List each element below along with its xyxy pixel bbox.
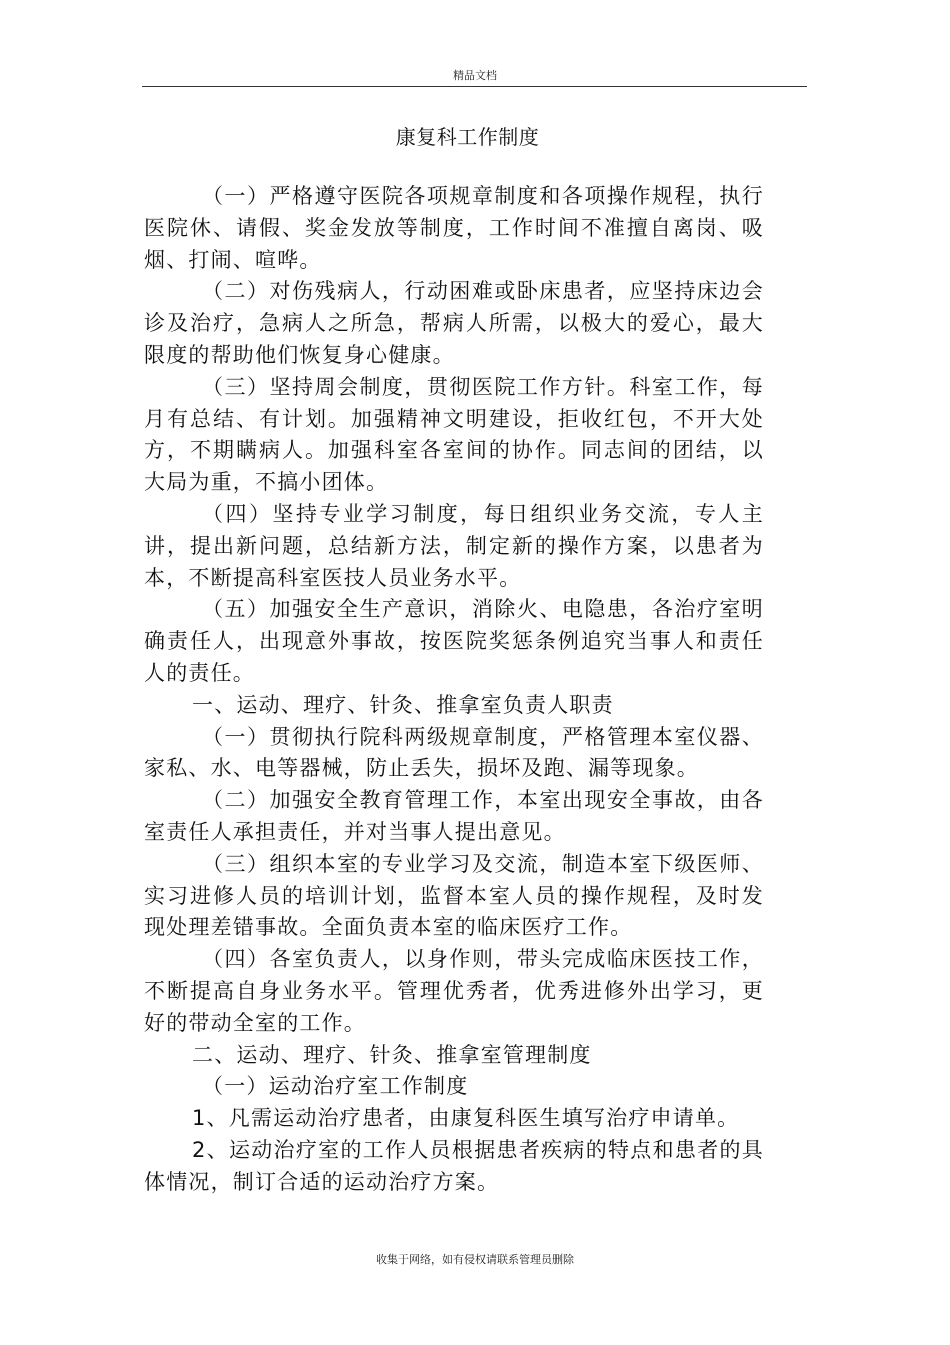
section-heading-2: 二、运动、理疗、针灸、推拿室管理制度: [192, 1042, 592, 1067]
paragraph-8: （三）组织本室的专业学习及交流，制造本室下级医师、实习进修人员的培训计划，监督本室人员的操作规程，及时发现处理差错事故。全面负责本室的临床医疗工作。: [144, 851, 764, 940]
section-heading-1: 一、运动、理疗、针灸、推拿室负责人职责: [192, 692, 614, 717]
subsection-heading: （一）运动治疗室工作制度: [202, 1074, 469, 1099]
list-item-2: 2、运动治疗室的工作人员根据患者疾病的特点和患者的具体情况，制订合适的运动治疗方案。: [144, 1137, 764, 1194]
paragraph-3: （三）坚持周会制度，贯彻医院工作方针。科室工作，每月有总结、有计划。加强精神文明建设，拒收红包，不开大处方，不期瞒病人。加强科室各室间的协作。同志间的团结，以大局为重，不搞小团体。: [144, 374, 764, 495]
document-body: [144, 181, 764, 1199]
page-footer: 收集于网络，如有侵权请联系管理员删除: [376, 1253, 574, 1266]
header-label: 精品文档: [453, 69, 497, 82]
paragraph-5: （五）加强安全生产意识，消除火、电隐患，各治疗室明确责任人，出现意外事故，按医院奖惩条例追究当事人和责任人的责任。: [144, 597, 764, 685]
document-title: 康复科工作制度: [395, 125, 540, 149]
header-divider: [142, 86, 807, 87]
paragraph-4: （四）坚持专业学习制度，每日组织业务交流，专人主讲，提出新问题，总结新方法，制定新的操作方案，以患者为本，不断提高科室医技人员业务水平。: [144, 501, 764, 590]
paragraph-2: （二）对伤残病人，行动困难或卧床患者，应坚持床边会诊及治疗，急病人之所急，帮病人所需，以极大的爱心，最大限度的帮助他们恢复身心健康。: [144, 279, 764, 367]
paragraph-6: （一）贯彻执行院科两级规章制度，严格管理本室仪器、家私、水、电等器械，防止丢失，损坏及跑、漏等现象。: [144, 724, 764, 781]
paragraph-1: （一）严格遵守医院各项规章制度和各项操作规程，执行医院休、请假、奖金发放等制度，工作时间不准擅自离岗、吸烟、打闹、喧哗。: [144, 184, 764, 272]
paragraph-7: （二）加强安全教育管理工作，本室出现安全事故，由各室责任人承担责任，并对当事人提出意见。: [144, 788, 764, 844]
list-item-1: 1、凡需运动治疗患者，由康复科医生填写治疗申请单。: [192, 1106, 740, 1131]
paragraph-9: （四）各室负责人，以身作则，带头完成临床医技工作，不断提高自身业务水平。管理优秀者，优秀进修外出学习，更好的带动全室的工作。: [144, 947, 764, 1035]
